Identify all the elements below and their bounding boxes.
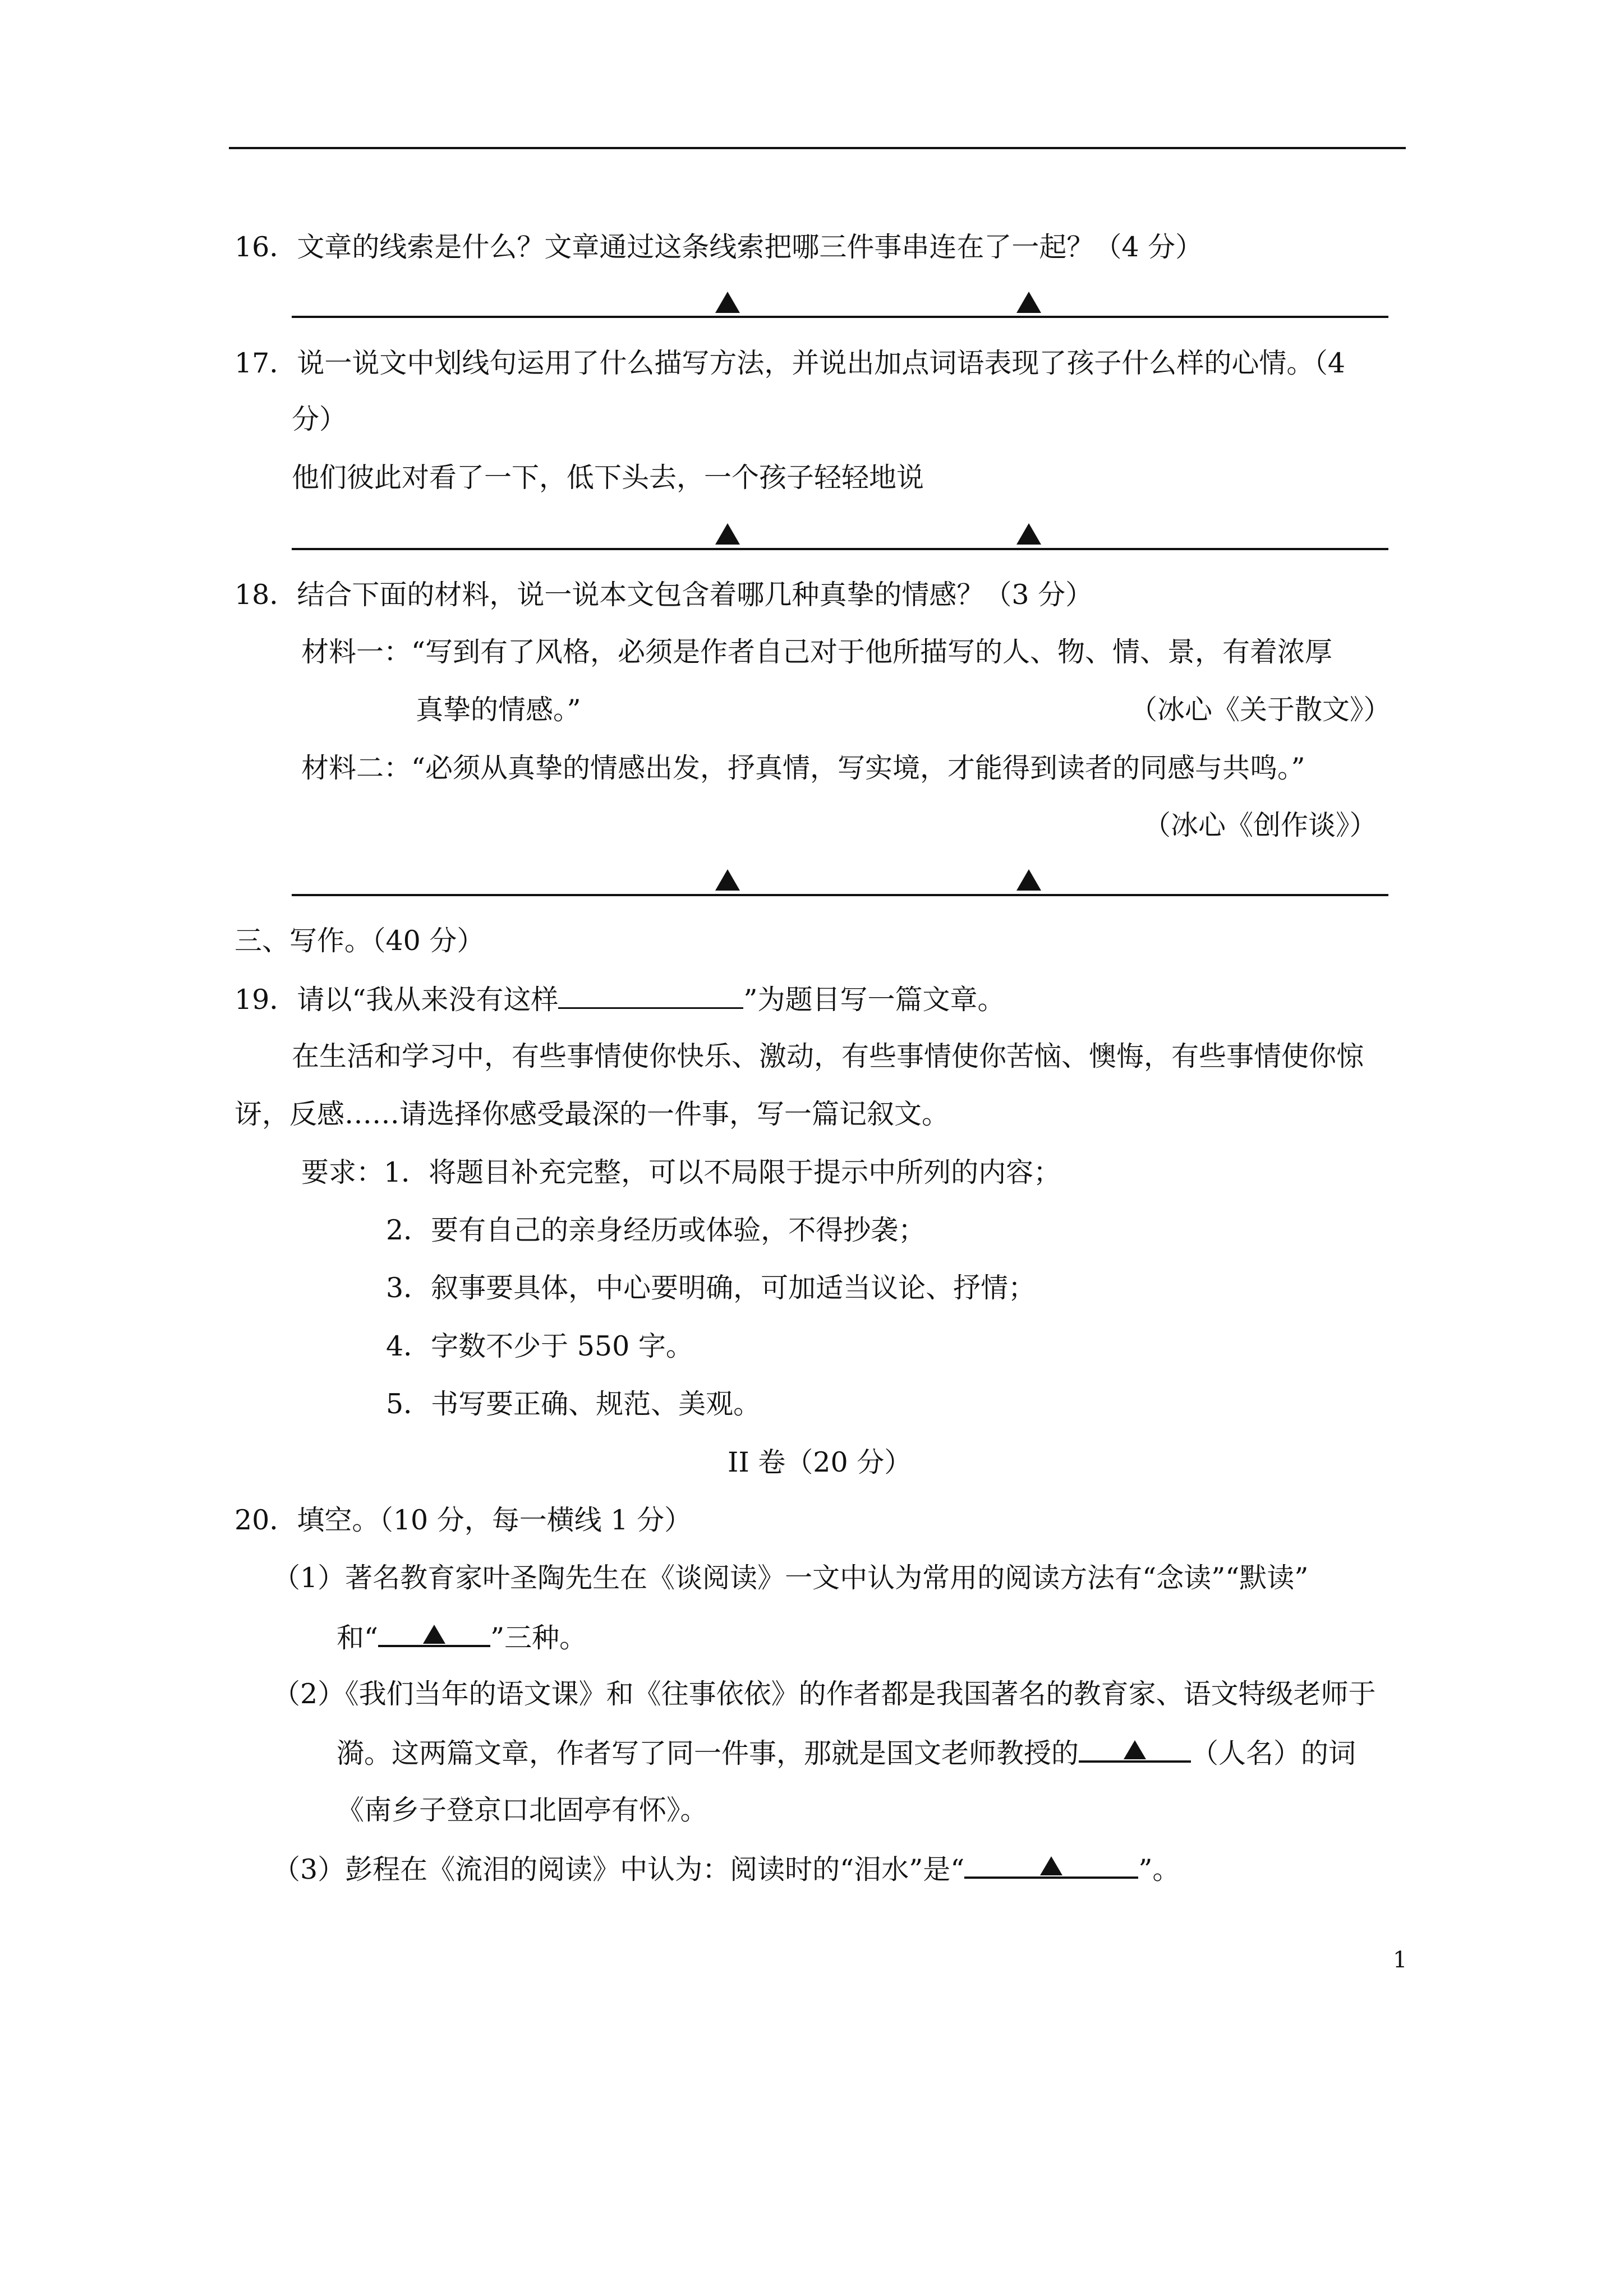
question-19-suffix: ”为题目写一篇文章。 xyxy=(743,984,1005,1016)
answer-marker xyxy=(1040,1856,1062,1875)
material-1-cont: 真挚的情感。” xyxy=(416,694,581,726)
question-17: 17．说一说文中划线句运用了什么描写方法，并说出加点词语表现了孩子什么样的心情。（4 xyxy=(234,347,1346,379)
answer-marker xyxy=(715,292,740,313)
question-16: 16．文章的线索是什么？文章通过这条线索把哪三件事串连在了一起？（4 分） xyxy=(234,231,1203,263)
page-number: 1 xyxy=(1393,1947,1407,1973)
title-blank xyxy=(558,985,743,1009)
requirement-1: 要求：1．将题目补充完整，可以不局限于提示中所列的内容； xyxy=(301,1156,1061,1188)
fill-blank-3 xyxy=(964,1854,1138,1879)
fill-prefix: （3）彭程在《流泪的阅读》中认为：阅读时的“泪水”是“ xyxy=(273,1854,965,1885)
header-rule xyxy=(229,147,1406,149)
answer-line-18 xyxy=(292,894,1388,896)
answer-marker xyxy=(1016,869,1041,891)
sub-question-1: （1）著名教育家叶圣陶先生在《谈阅读》一文中认为常用的阅读方法有“念读”“默读” xyxy=(273,1562,1309,1594)
fill-suffix: （人名）的词 xyxy=(1191,1737,1356,1769)
material-1-source: （冰心《关于散文》） xyxy=(1130,694,1391,726)
answer-marker xyxy=(715,523,740,545)
material-2-source: （冰心《创作谈》） xyxy=(1143,809,1377,841)
question-20: 20．填空。（10 分，每一横线 1 分） xyxy=(234,1504,692,1536)
sub-question-3 xyxy=(273,1854,1180,1883)
answer-marker xyxy=(423,1625,445,1644)
writing-prompt-cont: 讶，反感……请选择你感受最深的一件事，写一篇记叙文。 xyxy=(234,1098,950,1130)
material-2: 材料二：“必须从真挚的情感出发，抒真情，写实境，才能得到读者的同感与共鸣。” xyxy=(301,752,1305,784)
answer-line-16 xyxy=(292,316,1388,318)
requirement-4: 4．字数不少于 550 字。 xyxy=(386,1330,693,1362)
question-17-cont: 分） xyxy=(292,403,347,435)
requirement-2: 2．要有自己的亲身经历或体验，不得抄袭； xyxy=(386,1214,926,1246)
writing-prompt: 在生活和学习中，有些事情使你快乐、激动，有些事情使你苦恼、懊悔，有些事情使你惊 xyxy=(292,1040,1364,1072)
question-19-prefix: 19．请以“我从来没有这样 xyxy=(234,984,559,1016)
fill-blank-2 xyxy=(1079,1738,1191,1763)
fill-prefix: 和“ xyxy=(337,1622,379,1654)
answer-line-17 xyxy=(292,548,1388,550)
fill-suffix: ”。 xyxy=(1138,1854,1180,1885)
fill-prefix: 漪。这两篇文章，作者写了同一件事，那就是国文老师教授的 xyxy=(337,1737,1079,1769)
sub-question-1-cont xyxy=(337,1622,587,1652)
question-17-quote: 他们彼此对看了一下，低下头去，一个孩子轻轻地说 xyxy=(292,462,924,494)
fill-blank-1 xyxy=(378,1622,490,1647)
question-18: 18．结合下面的材料，说一说本文包含着哪几种真挚的情感？（3 分） xyxy=(234,579,1093,611)
question-19 xyxy=(234,984,1005,1016)
answer-marker xyxy=(1124,1740,1146,1759)
part-2-title: II 卷（20 分） xyxy=(728,1446,912,1478)
fill-suffix: ”三种。 xyxy=(490,1622,587,1654)
sub-question-2: （2）《我们当年的语文课》和《往事依依》的作者都是我国著名的教育家、语文特级老师于 xyxy=(273,1678,1376,1710)
requirement-3: 3．叙事要具体，中心要明确，可加适当议论、抒情； xyxy=(386,1272,1036,1304)
sub-question-2-end: 《南乡子登京口北固亭有怀》。 xyxy=(337,1794,708,1826)
section-writing: 三、写作。（40 分） xyxy=(234,925,485,957)
sub-question-2-cont xyxy=(337,1738,1356,1767)
answer-marker xyxy=(715,869,740,891)
answer-marker xyxy=(1016,523,1041,545)
answer-marker xyxy=(1016,292,1041,313)
material-1: 材料一：“写到有了风格，必须是作者自己对于他所描写的人、物、情、景，有着浓厚 xyxy=(301,636,1333,668)
requirement-5: 5．书写要正确、规范、美观。 xyxy=(386,1388,761,1420)
